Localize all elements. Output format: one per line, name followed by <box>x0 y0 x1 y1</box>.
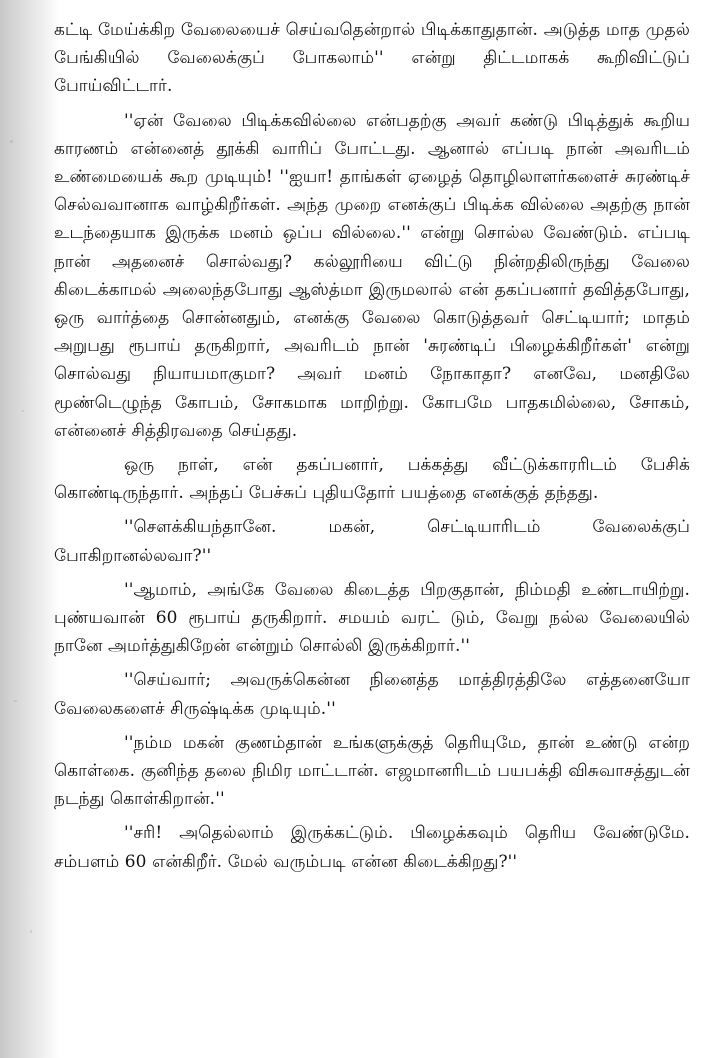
paragraph: கட்டி மேய்க்கிற வேலையைச் செய்வதென்றால் பிடிக்காதுதான். அடுத்த மாத முதல் பேங்கியில் வேலைக்குப் போகலாம்'' என்று திட்டமாகக் கூறிவிட்டுப் போய்விட்டார். <box>54 20 690 97</box>
scan-speck <box>22 410 24 412</box>
paragraph: ''ஏன் வேலை பிடிக்கவில்லை என்பதற்கு அவர் கண்டு பிடித்துக் கூறிய காரணம் என்னைத் தூக்கி வாரிப் போட்டது. ஆனால் எப்படி நான் அவரிடம் உண்மையைக் கூற முடியும்! ''ஐயா! தாங்கள் ஏழைத் தொழிலாளர்களைச் சுரண்டிச் செல்வவானாக வாழ்கிறீர்கள். அந்த முறை எனக்குப் பிடிக்க வில்லை அதற்கு நான் உடந்தையாக இருக்க மனம் ஒப்ப வில்லை.'' என்று சொல்ல வேண்டும். எப்படி நான் அதனைச் சொல்வது? கல்லூரியை விட்டு நின்றதிலிருந்து வேலை கிடைக்காமல் அலைந்தபோது ஆஸ்த்மா இருமலால் என் தகப்பனார் தவித்தபோது, ஒரு வார்த்தை சொன்னதும், எனக்கு வேலை கொடுத்தவர் செட்டியார்; மாதம் அறுபது ரூபாய் தருகிறார், அவரிடம் நான் 'சுரண்டிப் பிழைக்கிறீர்கள்' என்று சொல்வது நியாயமாகுமா? அவர் மனம் நோகாதா? எனவே, மனதிலே மூண்டெழுந்த கோபம், சோகமாக மாறிற்று. கோபமே பாதகமில்லை, சோகம், என்னைச் சித்திரவதை செய்தது. <box>54 110 690 441</box>
scan-speck <box>30 930 32 933</box>
scan-speck <box>14 700 17 702</box>
paragraph: ''ஆமாம், அங்கே வேலை கிடைத்த பிறகுதான், நிம்மதி உண்டாயிற்று. புண்யவான் 60 ரூபாய் தருகிறார். சமயம் வரட் டும், வேறு நல்ல வேலையில் நானே அமர்த்துகிறேன் என்றும் சொல்லி இருக்கிறார்.'' <box>54 579 690 657</box>
paragraph: ''சௌக்கியந்தானே. மகன், செட்டியாரிடம் வேலைக்குப் போகிறானல்லவா?'' <box>54 517 690 566</box>
scan-edge-shadow <box>0 0 60 1058</box>
paragraph: ஒரு நாள், என் தகப்பனார், பக்கத்து வீட்டுக்காரரிடம் பேசிக் கொண்டிருந்தார். அந்தப் பேச்சுப் புதியதோர் பயத்தை எனக்குத் தந்தது. <box>54 455 690 504</box>
paragraph: ''செய்வார்; அவருக்கென்ன நினைத்த மாத்திரத்திலே எத்தனையோ வேலைகளைச் சிருஷ்டிக்க முடியும்.'' <box>54 670 690 719</box>
scan-speck <box>10 140 13 143</box>
paragraph: ''சரி! அதெல்லாம் இருக்கட்டும். பிழைக்கவும் தெரிய வேண்டுமே. சம்பளம் 60 என்கிறீர். மேல் வரும்படி என்ன கிடைக்கிறது?'' <box>54 823 690 872</box>
paragraph: ''நம்ம மகன் குணம்தான் உங்களுக்குத் தெரியுமே, தான் உண்டு என்ற கொள்கை. குனிந்த தலை நிமிர மாட்டான். எஜமானரிடம் பயபக்தி விசுவாசத்துடன் நடந்து கொள்கிறான்.'' <box>54 732 690 810</box>
body-text <box>54 10 690 876</box>
